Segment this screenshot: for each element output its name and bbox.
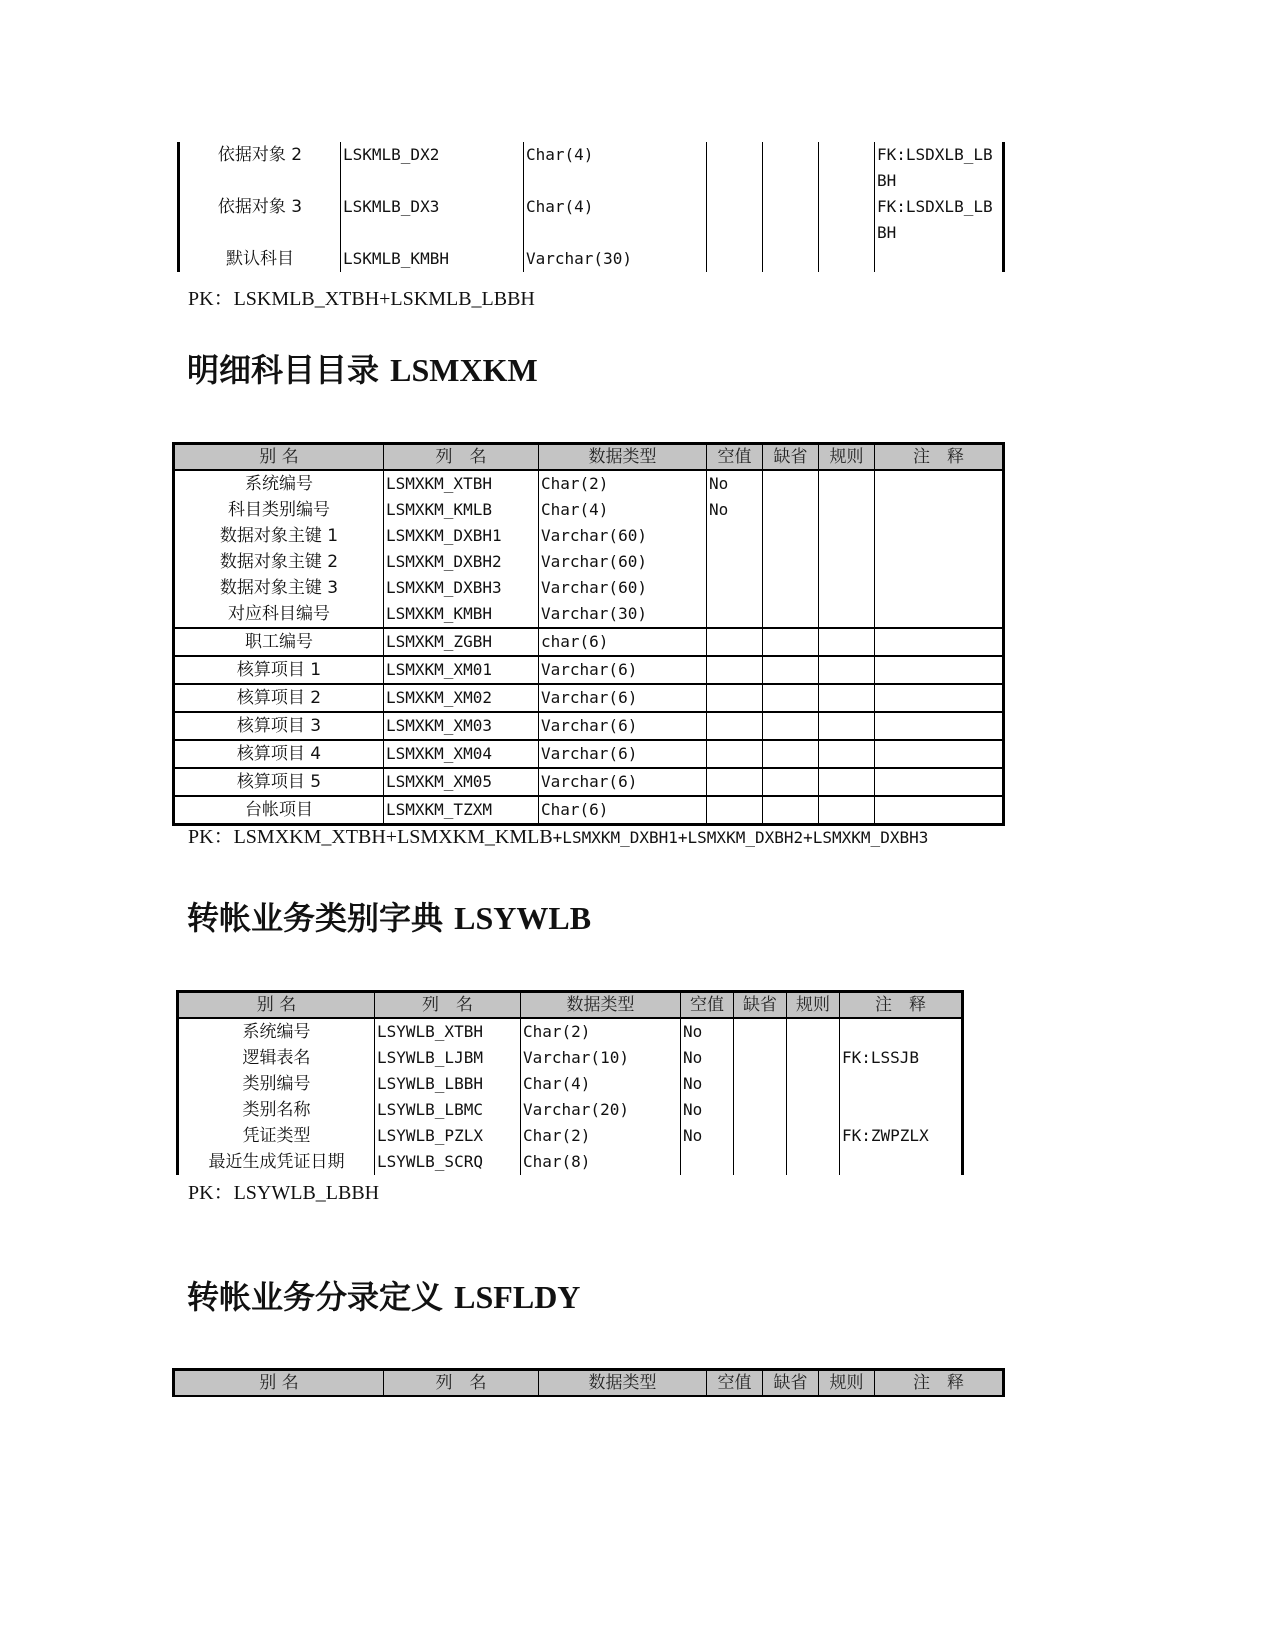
note-cell: FK:LSDXLB_LB BH xyxy=(875,194,1004,246)
null-cell xyxy=(707,246,763,272)
default-cell xyxy=(734,1149,787,1175)
default-cell xyxy=(763,549,819,575)
note-cell xyxy=(840,1149,963,1175)
data-type-cell: Varchar(30) xyxy=(539,601,707,628)
header-default: 缺省 xyxy=(734,992,787,1019)
alias-cell: 最近生成凭证日期 xyxy=(178,1149,375,1175)
column-name-cell: LSMXKM_ZGBH xyxy=(384,628,539,656)
data-type-cell: Char(4) xyxy=(524,194,707,246)
data-type-cell: Char(6) xyxy=(539,796,707,825)
alias-cell: 依据对象 3 xyxy=(179,194,341,246)
default-cell xyxy=(763,523,819,549)
header-rule: 规则 xyxy=(819,1370,875,1397)
schema-table xyxy=(176,990,964,1175)
null-cell xyxy=(707,601,763,628)
table-row xyxy=(174,523,1004,549)
table-row xyxy=(179,246,1004,272)
top-continuation-table xyxy=(177,142,1005,272)
column-name-cell: LSMXKM_DXBH2 xyxy=(384,549,539,575)
note-cell xyxy=(875,549,1004,575)
header-null: 空值 xyxy=(707,1370,763,1397)
primary-key-note: PK：LSKMLB_XTBH+LSKMLB_LBBH xyxy=(188,288,535,310)
default-cell xyxy=(763,497,819,523)
pk-main: PK：LSMXKM_XTBH+LSMXKM_KMLB xyxy=(188,826,553,848)
null-cell xyxy=(707,684,763,712)
column-name-cell: LSMXKM_XM01 xyxy=(384,656,539,684)
alias-cell: 科目类别编号 xyxy=(174,497,384,523)
column-name-cell: LSMXKM_KMLB xyxy=(384,497,539,523)
table-row xyxy=(174,656,1004,684)
header-note: 注 释 xyxy=(875,444,1004,471)
rule-cell xyxy=(787,1071,840,1097)
default-cell xyxy=(734,1045,787,1071)
column-name-cell: LSKMLB_DX3 xyxy=(341,194,524,246)
null-cell xyxy=(681,1149,734,1175)
alias-cell: 数据对象主键 2 xyxy=(174,549,384,575)
rule-cell xyxy=(819,246,875,272)
data-type-cell: Varchar(60) xyxy=(539,523,707,549)
default-cell xyxy=(763,628,819,656)
note-cell xyxy=(875,497,1004,523)
data-type-cell: Varchar(6) xyxy=(539,656,707,684)
default-cell xyxy=(763,656,819,684)
header-alias: 别 名 xyxy=(178,992,375,1019)
column-name-cell: LSMXKM_TZXM xyxy=(384,796,539,825)
heading-title: 转帐业务分录定义 xyxy=(187,1278,444,1316)
column-name-cell: LSYWLB_PZLX xyxy=(375,1123,521,1149)
table-row xyxy=(174,740,1004,768)
default-cell xyxy=(763,142,819,194)
column-name-cell: LSYWLB_LBMC xyxy=(375,1097,521,1123)
data-type-cell: Varchar(6) xyxy=(539,768,707,796)
alias-cell: 系统编号 xyxy=(174,470,384,497)
data-type-cell: Varchar(6) xyxy=(539,740,707,768)
section-heading xyxy=(187,893,591,939)
default-cell xyxy=(763,740,819,768)
primary-key-note xyxy=(188,820,928,849)
table-row xyxy=(178,1123,963,1149)
note-cell xyxy=(840,1097,963,1123)
note-cell xyxy=(875,601,1004,628)
null-cell xyxy=(707,523,763,549)
default-cell xyxy=(734,1071,787,1097)
section-heading xyxy=(187,345,538,391)
column-name-cell: LSYWLB_XTBH xyxy=(375,1018,521,1045)
alias-cell: 核算项目 5 xyxy=(174,768,384,796)
rule-cell xyxy=(819,142,875,194)
pk-continued: +LSMXKM_DXBH1+LSMXKM_DXBH2+LSMXKM_DXBH3 xyxy=(552,828,929,847)
data-type-cell: char(6) xyxy=(539,628,707,656)
column-name-cell: LSMXKM_XM04 xyxy=(384,740,539,768)
null-cell: No xyxy=(681,1045,734,1071)
heading-title: 转帐业务类别字典 xyxy=(187,899,444,937)
column-name-cell: LSMXKM_DXBH1 xyxy=(384,523,539,549)
table-row xyxy=(179,142,1004,194)
rule-cell xyxy=(819,684,875,712)
default-cell xyxy=(763,470,819,497)
default-cell xyxy=(763,575,819,601)
schema-table xyxy=(172,1368,1005,1397)
table-row xyxy=(174,628,1004,656)
rule-cell xyxy=(819,740,875,768)
column-name-cell: LSKMLB_DX2 xyxy=(341,142,524,194)
column-name-cell: LSMXKM_KMBH xyxy=(384,601,539,628)
alias-cell: 台帐项目 xyxy=(174,796,384,825)
header-rule: 规则 xyxy=(787,992,840,1019)
column-name-cell: LSMXKM_XM05 xyxy=(384,768,539,796)
data-type-cell: Varchar(6) xyxy=(539,712,707,740)
table-row xyxy=(178,1045,963,1071)
table-row xyxy=(174,768,1004,796)
table-row xyxy=(174,497,1004,523)
header-data-type: 数据类型 xyxy=(521,992,681,1019)
null-cell: No xyxy=(707,497,763,523)
default-cell xyxy=(763,194,819,246)
header-alias: 别 名 xyxy=(174,1370,384,1397)
default-cell xyxy=(734,1018,787,1045)
section-heading xyxy=(187,1272,580,1318)
default-cell xyxy=(734,1123,787,1149)
default-cell xyxy=(763,768,819,796)
note-cell xyxy=(840,1071,963,1097)
heading-code: LSYWLB xyxy=(454,900,592,936)
header-null: 空值 xyxy=(681,992,734,1019)
rule-cell xyxy=(819,470,875,497)
rule-cell xyxy=(819,601,875,628)
rule-cell xyxy=(819,768,875,796)
alias-cell: 数据对象主键 3 xyxy=(174,575,384,601)
null-cell xyxy=(707,768,763,796)
note-cell xyxy=(875,712,1004,740)
heading-code: LSFLDY xyxy=(454,1279,581,1315)
column-name-cell: LSMXKM_XM02 xyxy=(384,684,539,712)
rule-cell xyxy=(787,1045,840,1071)
note-cell xyxy=(875,768,1004,796)
table-row xyxy=(174,601,1004,628)
default-cell xyxy=(763,246,819,272)
table-row xyxy=(174,684,1004,712)
null-cell xyxy=(707,194,763,246)
data-type-cell: Char(2) xyxy=(521,1018,681,1045)
note-cell xyxy=(875,656,1004,684)
data-type-cell: Varchar(30) xyxy=(524,246,707,272)
table-row xyxy=(174,470,1004,497)
default-cell xyxy=(763,712,819,740)
alias-cell: 核算项目 3 xyxy=(174,712,384,740)
null-cell: No xyxy=(681,1123,734,1149)
column-name-cell: LSMXKM_XM03 xyxy=(384,712,539,740)
null-cell xyxy=(707,740,763,768)
table-row xyxy=(178,1097,963,1123)
null-cell: No xyxy=(681,1097,734,1123)
heading-title: 明细科目目录 xyxy=(187,351,380,389)
note-cell xyxy=(875,523,1004,549)
header-null: 空值 xyxy=(707,444,763,471)
data-type-cell: Char(4) xyxy=(521,1071,681,1097)
header-data-type: 数据类型 xyxy=(539,444,707,471)
header-rule: 规则 xyxy=(819,444,875,471)
column-name-cell: LSMXKM_DXBH3 xyxy=(384,575,539,601)
alias-cell: 核算项目 1 xyxy=(174,656,384,684)
default-cell xyxy=(763,601,819,628)
header-data-type: 数据类型 xyxy=(539,1370,707,1397)
null-cell xyxy=(707,628,763,656)
alias-cell: 依据对象 2 xyxy=(179,142,341,194)
note-cell xyxy=(875,684,1004,712)
note-cell xyxy=(875,470,1004,497)
note-cell xyxy=(875,575,1004,601)
rule-cell xyxy=(819,712,875,740)
alias-cell: 数据对象主键 1 xyxy=(174,523,384,549)
header-column-name: 列 名 xyxy=(375,992,521,1019)
table-row xyxy=(178,1149,963,1175)
rule-cell xyxy=(787,1149,840,1175)
default-cell xyxy=(763,684,819,712)
primary-key-note: PK：LSYWLB_LBBH xyxy=(188,1182,380,1204)
alias-cell: 凭证类型 xyxy=(178,1123,375,1149)
data-type-cell: Char(8) xyxy=(521,1149,681,1175)
header-note: 注 释 xyxy=(840,992,963,1019)
data-type-cell: Char(2) xyxy=(521,1123,681,1149)
null-cell xyxy=(707,142,763,194)
data-type-cell: Char(4) xyxy=(524,142,707,194)
data-type-cell: Varchar(60) xyxy=(539,549,707,575)
rule-cell xyxy=(787,1123,840,1149)
alias-cell: 对应科目编号 xyxy=(174,601,384,628)
data-type-cell: Varchar(60) xyxy=(539,575,707,601)
alias-cell: 默认科目 xyxy=(179,246,341,272)
rule-cell xyxy=(787,1018,840,1045)
data-type-cell: Varchar(10) xyxy=(521,1045,681,1071)
table-header-row xyxy=(174,1370,1004,1397)
header-default: 缺省 xyxy=(763,1370,819,1397)
table-row xyxy=(178,1018,963,1045)
header-alias: 别 名 xyxy=(174,444,384,471)
alias-cell: 系统编号 xyxy=(178,1018,375,1045)
rule-cell xyxy=(819,549,875,575)
null-cell: No xyxy=(707,470,763,497)
default-cell xyxy=(734,1097,787,1123)
header-column-name: 列 名 xyxy=(384,1370,539,1397)
table-row xyxy=(174,575,1004,601)
header-default: 缺省 xyxy=(763,444,819,471)
alias-cell: 类别名称 xyxy=(178,1097,375,1123)
table-row xyxy=(179,194,1004,246)
column-name-cell: LSYWLB_LBBH xyxy=(375,1071,521,1097)
alias-cell: 逻辑表名 xyxy=(178,1045,375,1071)
rule-cell xyxy=(819,194,875,246)
table-row xyxy=(178,1071,963,1097)
note-cell: FK:ZWPZLX xyxy=(840,1123,963,1149)
column-name-cell: LSYWLB_SCRQ xyxy=(375,1149,521,1175)
null-cell: No xyxy=(681,1071,734,1097)
column-name-cell: LSMXKM_XTBH xyxy=(384,470,539,497)
data-type-cell: Char(2) xyxy=(539,470,707,497)
column-name-cell: LSKMLB_KMBH xyxy=(341,246,524,272)
data-type-cell: Char(4) xyxy=(539,497,707,523)
alias-cell: 核算项目 2 xyxy=(174,684,384,712)
rule-cell xyxy=(819,656,875,684)
null-cell xyxy=(707,549,763,575)
header-column-name: 列 名 xyxy=(384,444,539,471)
note-cell: FK:LSSJB xyxy=(840,1045,963,1071)
null-cell xyxy=(707,575,763,601)
data-type-cell: Varchar(20) xyxy=(521,1097,681,1123)
column-name-cell: LSYWLB_LJBM xyxy=(375,1045,521,1071)
null-cell: No xyxy=(681,1018,734,1045)
heading-code: LSMXKM xyxy=(390,352,538,388)
table-row xyxy=(174,712,1004,740)
table-header-row xyxy=(174,444,1004,471)
rule-cell xyxy=(787,1097,840,1123)
table-row xyxy=(174,549,1004,575)
data-type-cell: Varchar(6) xyxy=(539,684,707,712)
alias-cell: 核算项目 4 xyxy=(174,740,384,768)
schema-table xyxy=(172,442,1005,826)
note-cell xyxy=(875,628,1004,656)
null-cell xyxy=(707,712,763,740)
rule-cell xyxy=(819,497,875,523)
note-cell xyxy=(840,1018,963,1045)
note-cell xyxy=(875,740,1004,768)
rule-cell xyxy=(819,575,875,601)
note-cell xyxy=(875,246,1004,272)
header-note: 注 释 xyxy=(875,1370,1004,1397)
null-cell xyxy=(707,656,763,684)
alias-cell: 职工编号 xyxy=(174,628,384,656)
note-cell: FK:LSDXLB_LB BH xyxy=(875,142,1004,194)
rule-cell xyxy=(819,628,875,656)
alias-cell: 类别编号 xyxy=(178,1071,375,1097)
rule-cell xyxy=(819,523,875,549)
table-header-row xyxy=(178,992,963,1019)
